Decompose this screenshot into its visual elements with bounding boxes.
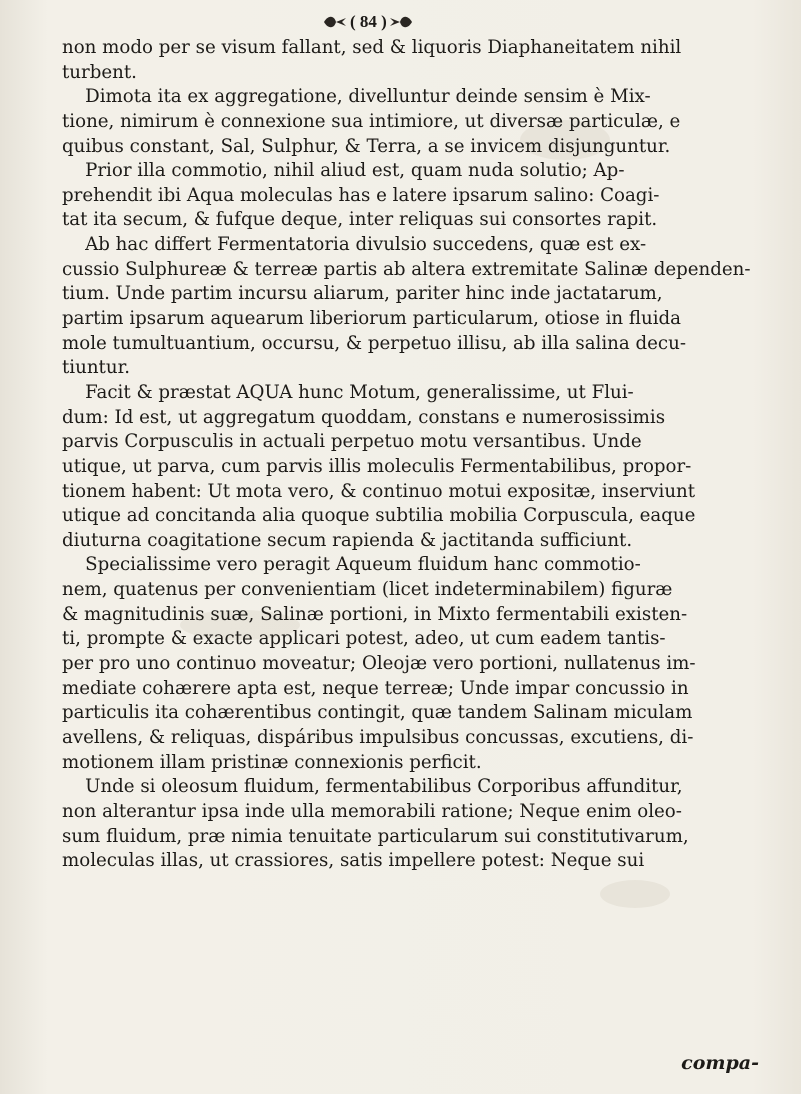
text-line: nem, quatenus per convenientiam (licet indeterminabilem) figuræ <box>62 579 673 601</box>
text-line: Specialissime vero peragit Aqueum fluidum hanc commotio- <box>62 554 641 576</box>
text-line: & magnitudinis suæ, Salinæ portioni, in Mixto fermentabili existen- <box>62 603 688 625</box>
catchword: compa- <box>681 1052 759 1074</box>
text-line: mediate cohærere apta est, neque terreæ; Unde impar concussio in <box>62 677 689 699</box>
text-line: tionem habent: Ut mota vero, & continuo motui expositæ, inserviunt <box>62 480 696 502</box>
text-line: Facit & præstat AQUA hunc Motum, generalissime, ut Flui- <box>62 381 634 403</box>
text-line: cussio Sulphureæ & terreæ partis ab altera extremitate Salinæ dependen- <box>62 258 751 280</box>
body-text <box>62 36 760 874</box>
paper-stain <box>600 880 670 908</box>
text-line: tat ita secum, & fufque deque, inter reliquas sui consortes rapit. <box>62 209 658 231</box>
text-line: prehendit ibi Aqua moleculas has e latere ipsarum salino: Coagi- <box>62 184 660 206</box>
text-line: non alterantur ipsa inde ulla memorabili ratione; Neque enim oleo- <box>62 800 682 822</box>
text-line: non modo per se visum fallant, sed & liquoris Diaphaneitatem nihil <box>62 37 682 58</box>
text-line: tione, nimirum è connexione sua intimiore, ut diversæ particulæ, e <box>62 110 681 132</box>
text-line: tiuntur. <box>62 357 131 379</box>
text-line: particulis ita cohærentibus contingit, quæ tandem Salinam miculam <box>62 702 693 724</box>
text-line: Prior illa commotio, nihil aliud est, quam nuda solutio; Ap- <box>62 160 625 182</box>
text-line: utique, ut parva, cum parvis illis moleculis Fermentabilibus, propor- <box>62 455 692 477</box>
text-line: quibus constant, Sal, Sulphur, & Terra, a se invicem disjunguntur. <box>62 135 671 157</box>
text-line: Ab hac differt Fermentatoria divulsio succedens, quæ est ex- <box>62 234 647 256</box>
text-line: parvis Corpusculis in actuali perpetuo motu versantibus. Unde <box>62 431 642 453</box>
right-ornament-icon <box>388 14 414 30</box>
text-line: turbent. <box>62 61 137 83</box>
left-ornament-icon <box>322 14 348 30</box>
text-line: moleculas illas, ut crassiores, satis impellere potest: Neque sui <box>62 850 645 872</box>
text-line: sum fluidum, præ nimia tenuitate particularum sui constitutivarum, <box>62 825 689 847</box>
text-line: avellens, & reliquas, dispáribus impulsibus concussas, excutiens, di- <box>62 726 694 748</box>
text-line: mole tumultuantium, occursu, & perpetuo illisu, ab illa salina decu- <box>62 332 686 354</box>
text-line: tium. Unde partim incursu aliarum, pariter hinc inde jactatarum, <box>62 283 663 305</box>
text-line: Dimota ita ex aggregatione, divelluntur deinde sensim è Mix- <box>62 86 651 108</box>
page-header <box>0 10 801 36</box>
text-line: motionem illam pristinæ connexionis perficit. <box>62 751 482 773</box>
text-line: ti, prompte & exacte applicari potest, adeo, ut cum eadem tantis- <box>62 628 666 650</box>
text-line: Unde si oleosum fluidum, fermentabilibus Corporibus affunditur, <box>62 776 683 798</box>
text-line: diuturna coagitatione secum rapienda & jactitanda sufficiunt. <box>62 529 633 551</box>
text-line: per pro uno continuo moveatur; Oleojæ vero portioni, nullatenus im- <box>62 653 696 675</box>
text-line: utique ad concitanda alia quoque subtilia mobilia Corpuscula, eaque <box>62 505 696 527</box>
text-line: dum: Id est, ut aggregatum quoddam, constans e numerosissimis <box>62 406 666 428</box>
page-number: ( 84 ) <box>350 12 387 31</box>
text-line: partim ipsarum aquearum liberiorum particularum, otiose in fluida <box>62 308 682 330</box>
